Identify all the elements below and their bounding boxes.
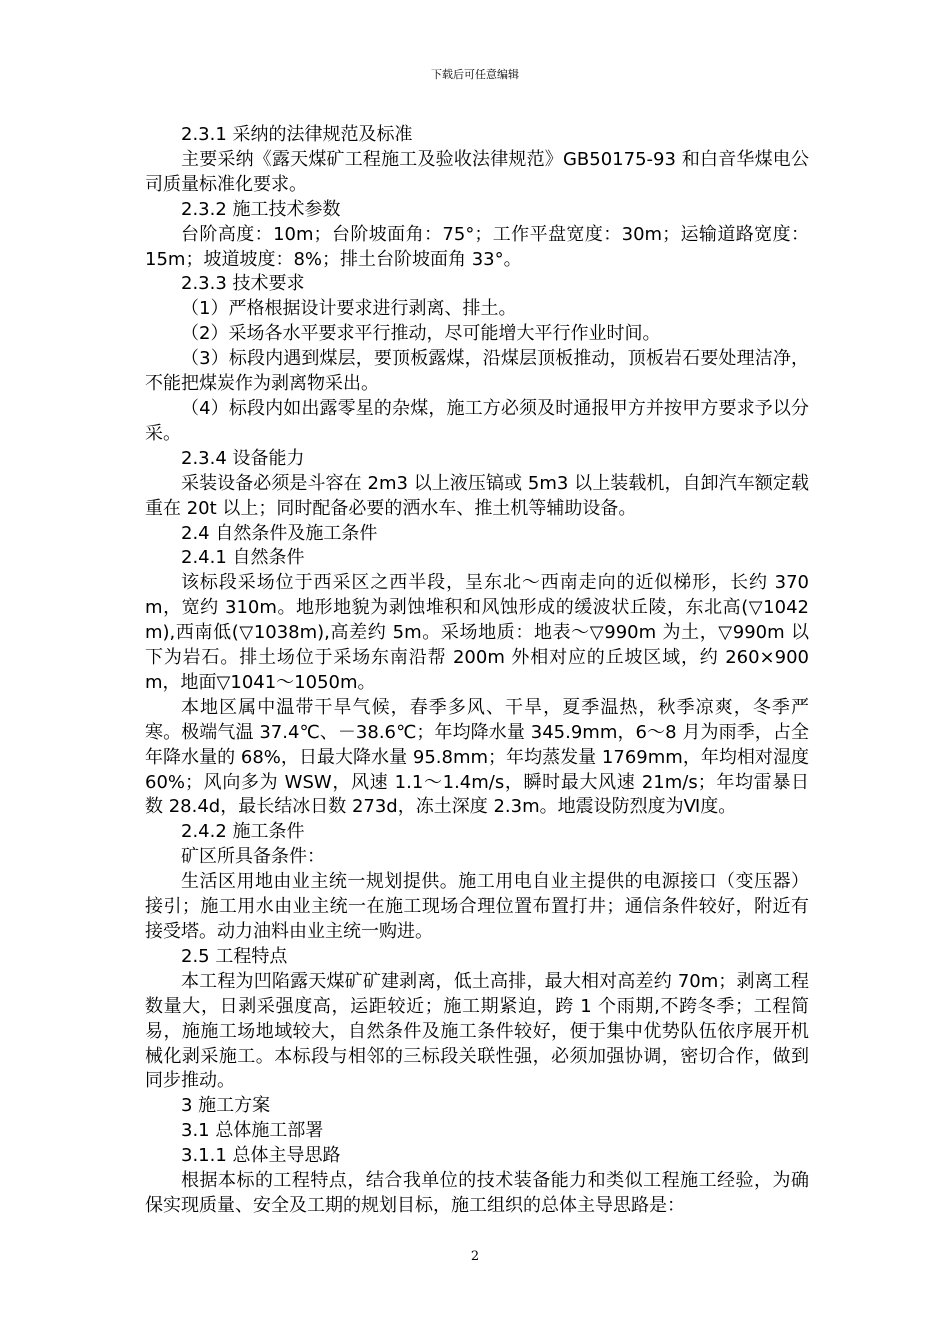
page-header: 下载后可任意编辑 (431, 68, 519, 81)
heading-2-4: 2.4 自然条件及施工条件 (181, 522, 378, 544)
heading-2-3-3: 2.3.3 技术要求 (181, 273, 305, 295)
heading-3-1: 3.1 总体施工部署 (181, 1120, 324, 1142)
heading-3-1-1: 3.1.1 总体主导思路 (181, 1145, 341, 1167)
paragraph: 该标段采场位于西采区之西半段，呈东北～西南走向的近似梯形，长约 370m，宽约 310m。地形地貌为剥蚀堆积和风蚀形成的缓波状丘陵，东北高(▽1042m),西南低(▽1038m),高差约 5m。采场地质：地表～▽990m 为土，▽990m 以下为岩石。排土场位于采场东南沿帮 200m 外相对应的丘坡区域，约 260×900m，地面▽1041～1050m。 (145, 572, 809, 693)
paragraph: 矿区所具备条件： (181, 846, 325, 868)
heading-2-3-2: 2.3.2 施工技术参数 (181, 198, 341, 220)
heading-2-4-2: 2.4.2 施工条件 (181, 821, 305, 843)
list-item: （4）标段内如出露零星的杂煤，施工方必须及时通报甲方并按甲方要求予以分采。 (145, 397, 809, 444)
paragraph: 根据本标的工程特点，结合我单位的技术装备能力和类似工程施工经验，为确保实现质量、安全及工期的规划目标，施工组织的总体主导思路是： (145, 1170, 809, 1216)
heading-2-3-4: 2.3.4 设备能力 (181, 447, 305, 469)
heading-2-5: 2.5 工程特点 (181, 945, 288, 967)
document-body (145, 123, 809, 1219)
paragraph: 采装设备必须是斗容在 2m3 以上液压镐或 5m3 以上装载机，自卸汽车额定载重在 20t 以上；同时配备必要的洒水车、推土机等辅助设备。 (145, 472, 809, 519)
heading-2-4-1: 2.4.1 自然条件 (181, 547, 305, 569)
paragraph: 生活区用地由业主统一规划提供。施工用电自业主提供的电源接口（变压器）接引；施工用水由业主统一在施工现场合理位置布置打井；通信条件较好，附近有接受塔。动力油料由业主统一购进。 (145, 871, 809, 942)
page-number: 2 (470, 1249, 480, 1264)
paragraph: 本工程为凹陷露天煤矿矿建剥离，低土高排，最大相对高差约 70m；剥离工程数量大，日剥采强度高，运距较近；施工期紧迫，跨 1 个雨期,不跨冬季；工程简易，施施工场地域较大，自然条件及施工条件较好，便于集中优势队伍依序展开机械化剥采施工。本标段与相邻的三标段关联性强，必须加强协调，密切合作，做到同步推动。 (145, 970, 809, 1092)
paragraph: 台阶高度：10m；台阶坡面角：75°；工作平盘宽度：30m；运输道路宽度：15m；坡道坡度：8%；排土台阶坡面角 33°。 (145, 223, 809, 270)
heading-3: 3 施工方案 (181, 1095, 271, 1117)
paragraph: 主要采纳《露天煤矿工程施工及验收法律规范》GB50175-93 和白音华煤电公司质量标准化要求。 (145, 148, 809, 195)
heading-2-3-1: 2.3.1 采纳的法律规范及标准 (181, 124, 413, 145)
paragraph: 本地区属中温带干旱气候，春季多风、干旱，夏季温热，秋季凉爽，冬季严寒。极端气温 37.4℃、－38.6℃；年均降水量 345.9mm，6～8 月为雨季，占全年降水量的 68%，日最大降水量 95.8mm；年均蒸发量 1769mm，年均相对湿度 60%；风向多为 WSW，风速 1.1～1.4m/s，瞬时最大风速 21m/s；年均雷暴日数 28.4d，最长结冰日数 273d，冻土深度 2.3m。地震设防烈度为Ⅵ度。 (145, 696, 809, 818)
list-item: （1）严格根据设计要求进行剥离、排土。 (181, 298, 517, 320)
list-item: （2）采场各水平要求平行推动，尽可能增大平行作业时间。 (181, 323, 661, 345)
list-item: （3）标段内遇到煤层，要顶板露煤，沿煤层顶板推动，顶板岩石要处理洁净，不能把煤炭作为剥离物采出。 (145, 348, 809, 395)
